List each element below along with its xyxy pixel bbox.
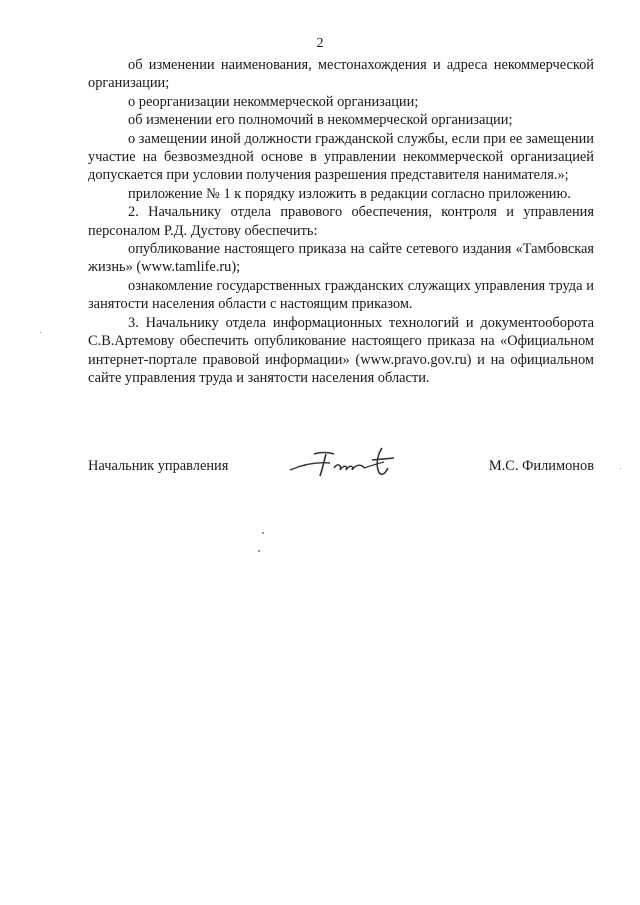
scan-speck [262,532,264,534]
paragraph: о реорганизации некоммерческой организации; [128,93,419,110]
paragraph: об изменении наименования, местонахождения и адреса некоммерческой организации; [88,57,594,92]
scan-speck [40,332,41,333]
paragraph: 2. Начальнику отдела правового обеспечения, контроля и управления персоналом Р.Д. Дустову обеспечить: [88,204,594,239]
scan-speck [620,468,621,469]
scan-speck [258,550,260,552]
signer-position: Начальник управления [88,458,229,474]
signature-block [88,448,594,488]
paragraph: 3. Начальнику отдела информационных технологий и документооборота С.В.Артемову обеспечить опубликование настоящего приказа на «Официальном интернет-портале правовой информации» (www.pravo.gov.ru) и на официальном сайте управления труда и занятости населения области. [88,314,594,386]
paragraph: опубликование настоящего приказа на сайте сетевого издания «Тамбовская жизнь» (www.tamlife.ru); [88,241,594,276]
paragraph: о замещении иной должности гражданской службы, если при ее замещении участие на безвозмездной основе в управлении некоммерческой организацией допускается при условии получения разрешения представителя нанимателя.»; [88,130,594,184]
paragraph: ознакомление государственных гражданских служащих управления труда и занятости населения области с настоящим приказом. [88,277,594,313]
signer-name: М.С. Филимонов [488,458,594,474]
page-number: 2 [316,36,324,51]
document-body [88,56,594,387]
paragraph: приложение № 1 к порядку изложить в редакции согласно приложению. [128,185,571,202]
paragraph: об изменении его полномочий в некоммерческой организации; [128,112,513,129]
handwritten-signature [284,440,404,484]
